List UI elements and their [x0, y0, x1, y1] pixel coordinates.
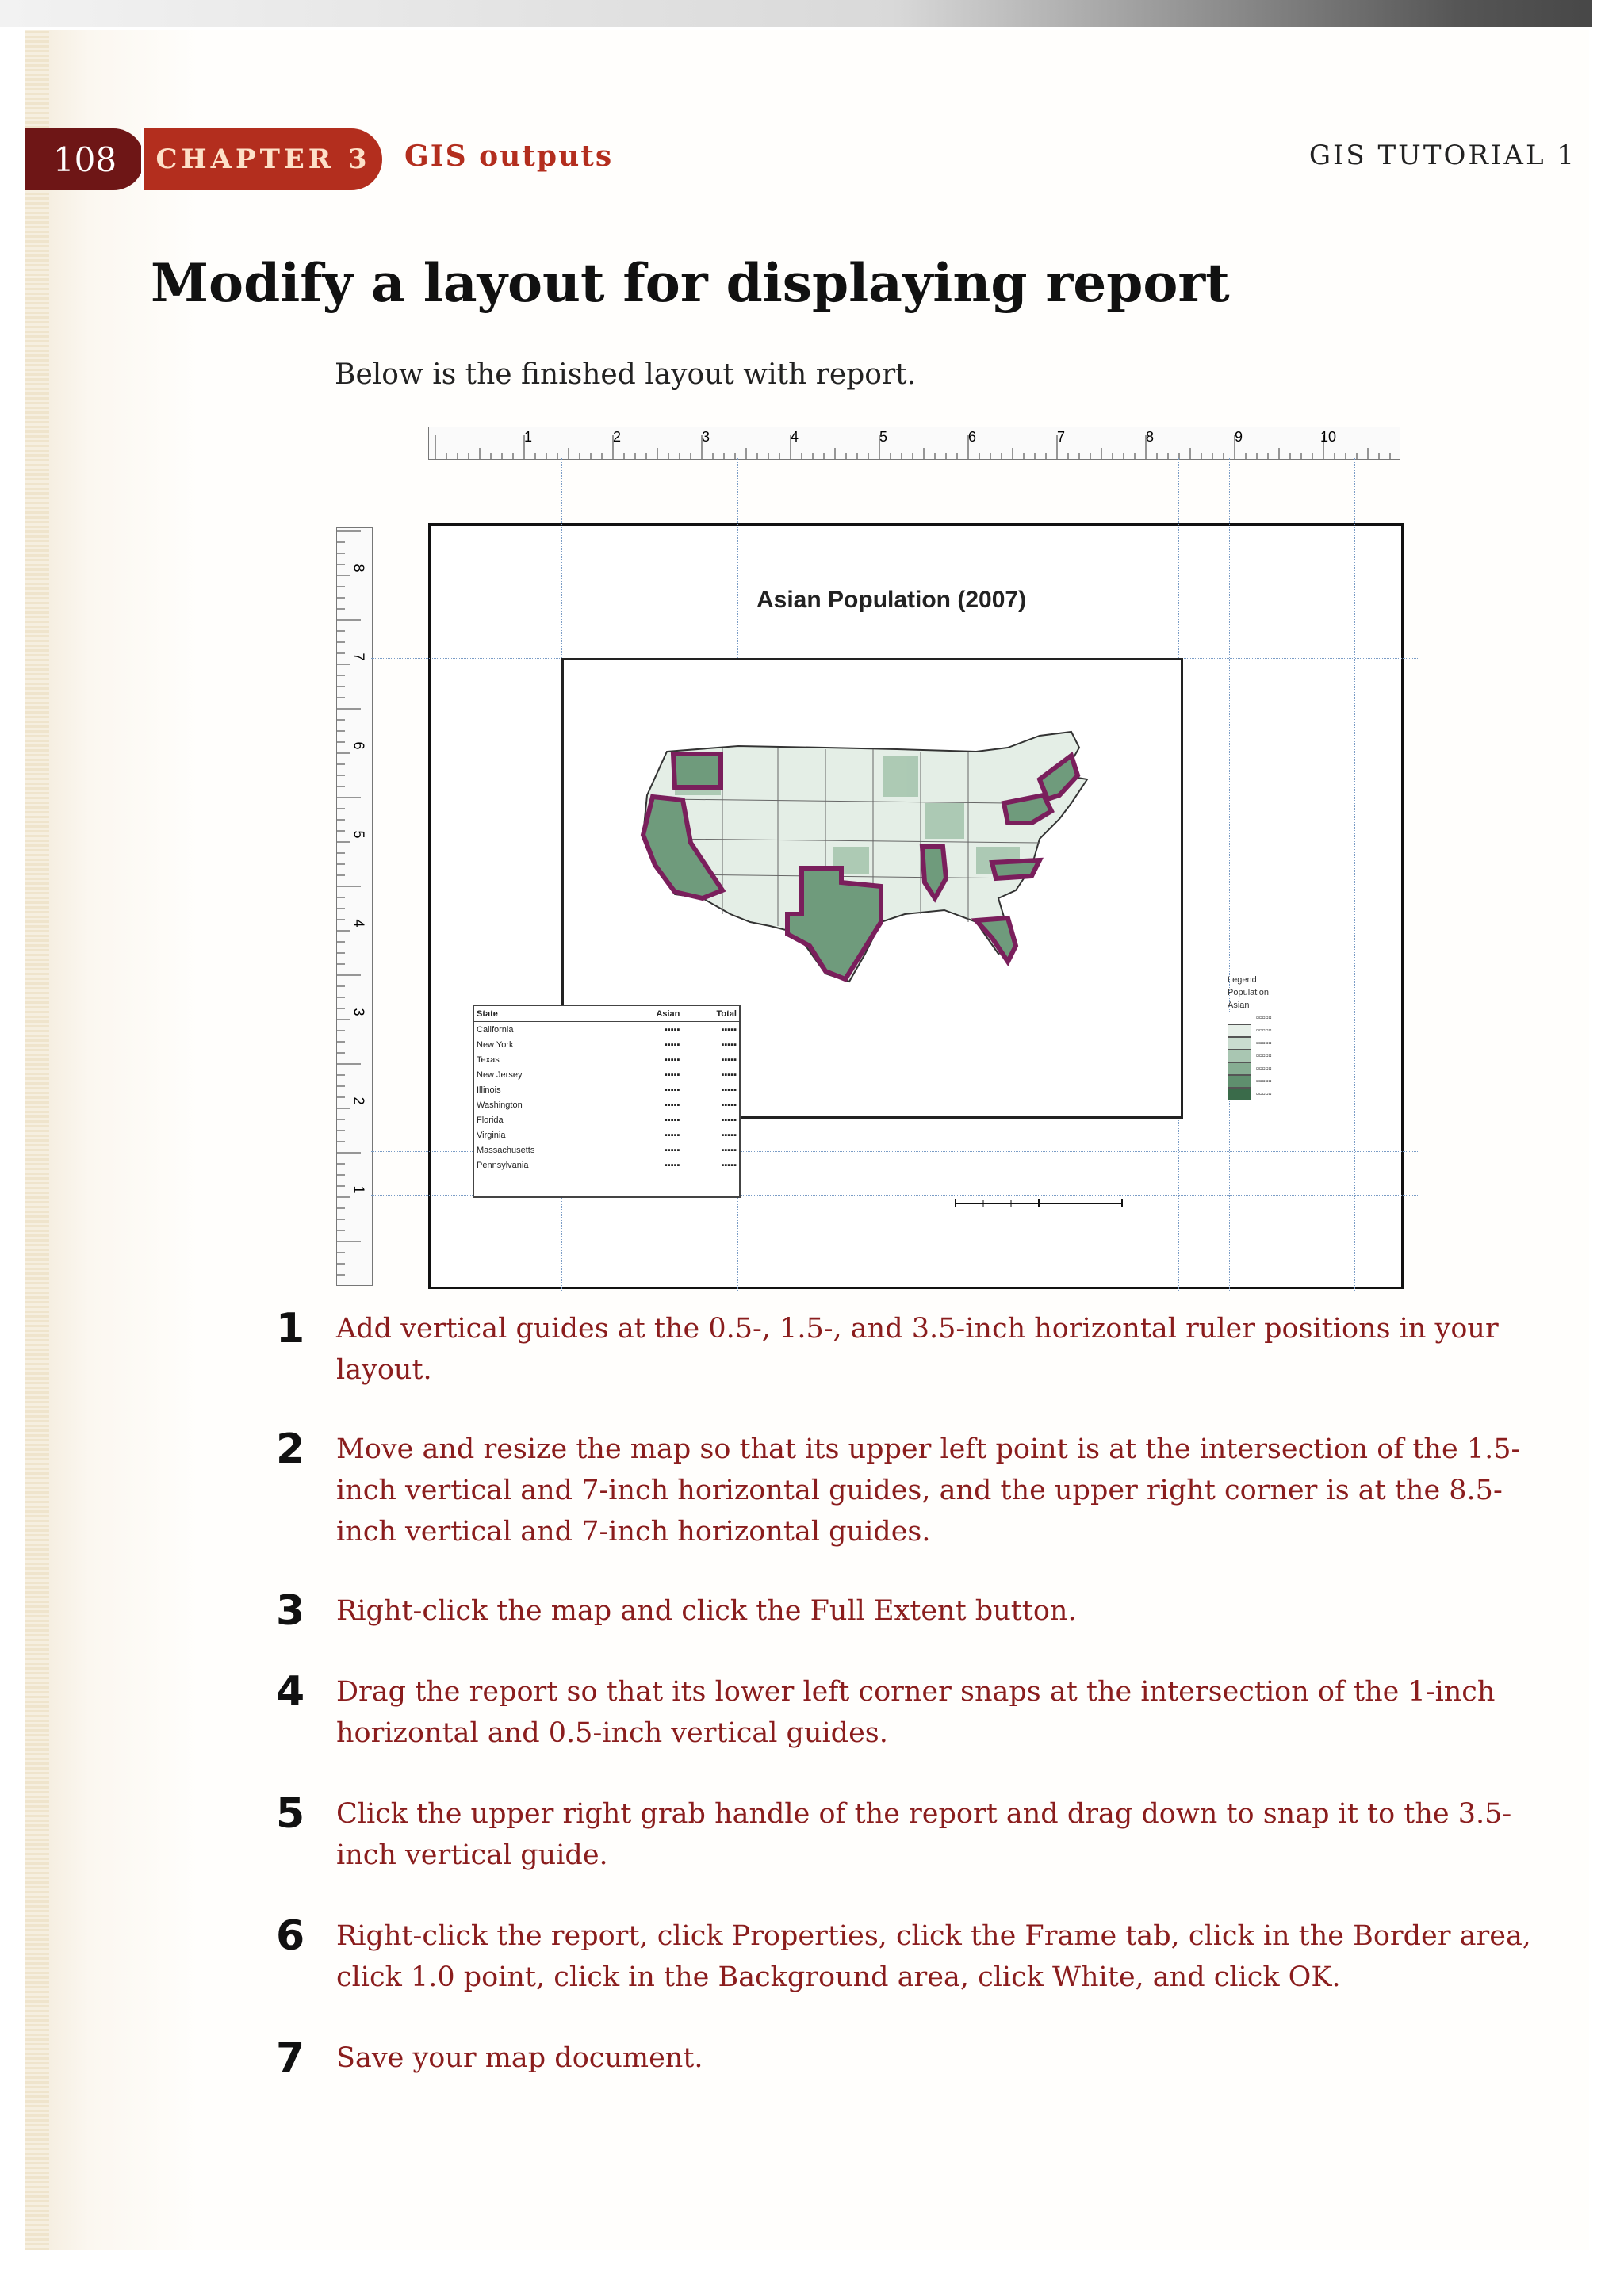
table-row: [474, 1022, 739, 1038]
virginia-state: [992, 860, 1040, 878]
legend-swatch: [1228, 1075, 1251, 1088]
report-cell: Texas: [477, 1054, 500, 1065]
report-cell: New Jersey: [477, 1070, 523, 1080]
chapter-topic: GIS outputs: [404, 140, 614, 173]
v-ruler-label-5: 5: [350, 830, 367, 839]
report-col-total: Total: [682, 1006, 739, 1022]
legend-class: ▫▫▫▫▫: [1228, 1050, 1362, 1062]
vertical-guide[interactable]: [1354, 458, 1355, 1291]
legend-swatch: [1228, 1037, 1251, 1050]
legend-subtitle: Population: [1228, 988, 1269, 997]
report-col-asian: Asian: [618, 1006, 683, 1022]
legend-field: Asian: [1228, 1001, 1250, 1010]
report-cell: ▪▪▪▪▪: [721, 1160, 737, 1170]
h-ruler-label-1: 1: [524, 429, 533, 445]
h-ruler-label-9: 9: [1235, 429, 1243, 445]
report-cell: California: [477, 1024, 514, 1035]
h-ruler-label-10: 10: [1320, 429, 1337, 445]
horizontal-ruler-marks: [429, 427, 1400, 459]
scan-edge-right: [1592, 0, 1624, 2296]
table-row: [474, 1067, 739, 1082]
report-cell: Pennsylvania: [477, 1160, 529, 1170]
report-cell: ▪▪▪▪▪: [721, 1130, 737, 1140]
report-cell: New York: [477, 1039, 514, 1050]
step-text: Add vertical guides at the 0.5-, 1.5-, and 3.5-inch horizontal ruler positions in your layout.: [336, 1313, 1499, 1386]
report-cell: Washington: [477, 1100, 523, 1110]
table-row: [474, 1112, 739, 1127]
table-row: [474, 1052, 739, 1067]
report-cell: ▪▪▪▪▪: [664, 1054, 680, 1065]
report-cell: ▪▪▪▪▪: [721, 1070, 737, 1080]
v-ruler-label-3: 3: [350, 1008, 367, 1016]
florida-state: [976, 918, 1016, 962]
step-number: 3: [276, 1587, 305, 1635]
vertical-ruler[interactable]: [336, 527, 373, 1286]
table-row: [474, 1142, 739, 1158]
report-cell: Illinois: [477, 1085, 501, 1095]
legend-class: ▫▫▫▫▫: [1228, 1075, 1362, 1088]
step-text: Move and resize the map so that its upper left point is at the intersection of the 1.5-inch vertical and 7-inch horizontal guides, and the upper right corner is at the 8.5-inch vertical and 7-inch horizontal guides.: [336, 1433, 1521, 1548]
h-ruler-label-3: 3: [702, 429, 710, 445]
page-gutter-shadow: [25, 30, 49, 2250]
legend-class: ▫▫▫▫▫: [1228, 1062, 1362, 1075]
table-row: [474, 1127, 739, 1142]
table-row: [474, 1158, 739, 1173]
report-cell: ▪▪▪▪▪: [721, 1039, 737, 1050]
scale-bar-graphic: [952, 1180, 1142, 1211]
report-table[interactable]: [473, 1004, 741, 1198]
report-cell: ▪▪▪▪▪: [664, 1039, 680, 1050]
legend-class: ▫▫▫▫▫: [1228, 1024, 1362, 1037]
step-number: 4: [276, 1668, 305, 1716]
map-legend[interactable]: [1228, 974, 1362, 1100]
v-ruler-label-7: 7: [350, 652, 367, 661]
h-ruler-label-6: 6: [968, 429, 977, 445]
report-cell: ▪▪▪▪▪: [664, 1130, 680, 1140]
section-title: Modify a layout for displaying report: [151, 252, 1230, 314]
vertical-guide[interactable]: [1229, 458, 1230, 1291]
report-cell: ▪▪▪▪▪: [664, 1145, 680, 1155]
step-number: 5: [276, 1790, 305, 1838]
legend-swatch: [1228, 1062, 1251, 1075]
legend-class: ▫▫▫▫▫: [1228, 1012, 1362, 1024]
table-row: [474, 1037, 739, 1052]
intro-text: Below is the finished layout with report.: [335, 358, 917, 391]
report-cell: ▪▪▪▪▪: [721, 1145, 737, 1155]
texas-state: [787, 868, 881, 979]
step-number: 7: [276, 2034, 305, 2082]
report-cell: ▪▪▪▪▪: [721, 1115, 737, 1125]
report-header-row: [474, 1006, 739, 1022]
legend-swatch: [1228, 1024, 1251, 1037]
h-ruler-label-4: 4: [791, 429, 799, 445]
v-ruler-label-2: 2: [350, 1096, 367, 1105]
legend-title: Legend: [1228, 975, 1257, 985]
step-number: 1: [276, 1305, 305, 1353]
table-row: [474, 1082, 739, 1097]
scan-edge-top: [0, 0, 1624, 27]
horizontal-ruler[interactable]: [428, 427, 1400, 460]
washington-state: [673, 754, 721, 787]
step-text: Save your map document.: [336, 2042, 703, 2074]
v-ruler-label-6: 6: [350, 741, 367, 750]
report-cell: ▪▪▪▪▪: [664, 1115, 680, 1125]
legend-class: ▫▫▫▫▫: [1228, 1037, 1362, 1050]
report-cell: ▪▪▪▪▪: [721, 1024, 737, 1035]
report-cell: ▪▪▪▪▪: [664, 1070, 680, 1080]
step-text: Right-click the map and click the Full Extent button.: [336, 1595, 1077, 1627]
report-col-state: State: [474, 1006, 618, 1022]
h-ruler-label-2: 2: [613, 429, 622, 445]
legend-swatch: [1228, 1012, 1251, 1024]
report-cell: Massachusetts: [477, 1145, 535, 1155]
h-ruler-label-7: 7: [1057, 429, 1066, 445]
v-ruler-label-4: 4: [350, 919, 367, 928]
h-ruler-label-8: 8: [1146, 429, 1155, 445]
report-cell: ▪▪▪▪▪: [664, 1100, 680, 1110]
vertical-ruler-marks: [337, 528, 372, 1285]
report-grid: [474, 1006, 739, 1173]
table-row: [474, 1097, 739, 1112]
step-number: 2: [276, 1425, 305, 1473]
page-number: 108: [25, 128, 144, 190]
legend-swatch: [1228, 1050, 1251, 1062]
report-cell: Virginia: [477, 1130, 506, 1140]
step-text: Right-click the report, click Properties, click the Frame tab, click in the Border area, click 1.0 point, click in the Background area, click White, and click OK.: [336, 1920, 1531, 1993]
map-title[interactable]: Asian Population (2007): [756, 587, 1027, 613]
report-cell: Florida: [477, 1115, 504, 1125]
legend-class: ▫▫▫▫▫: [1228, 1088, 1362, 1100]
report-cell: ▪▪▪▪▪: [664, 1024, 680, 1035]
report-cell: ▪▪▪▪▪: [721, 1085, 737, 1095]
legend-swatch: [1228, 1088, 1251, 1100]
v-ruler-label-1: 1: [350, 1185, 367, 1194]
running-head: GIS TUTORIAL 1: [1308, 140, 1576, 171]
h-ruler-label-5: 5: [879, 429, 888, 445]
v-ruler-label-8: 8: [350, 564, 367, 572]
report-cell: ▪▪▪▪▪: [664, 1160, 680, 1170]
report-cell: ▪▪▪▪▪: [664, 1085, 680, 1095]
step-number: 6: [276, 1912, 305, 1960]
step-text: Drag the report so that its lower left corner snaps at the intersection of the 1-inch horizontal and 0.5-inch vertical guides.: [336, 1676, 1496, 1749]
report-cell: ▪▪▪▪▪: [721, 1100, 737, 1110]
report-cell: ▪▪▪▪▪: [721, 1054, 737, 1065]
scale-bar[interactable]: [952, 1180, 1142, 1214]
chapter-label: CHAPTER 3: [144, 128, 382, 190]
step-text: Click the upper right grab handle of the report and drag down to snap it to the 3.5-inch vertical guide.: [336, 1798, 1512, 1871]
